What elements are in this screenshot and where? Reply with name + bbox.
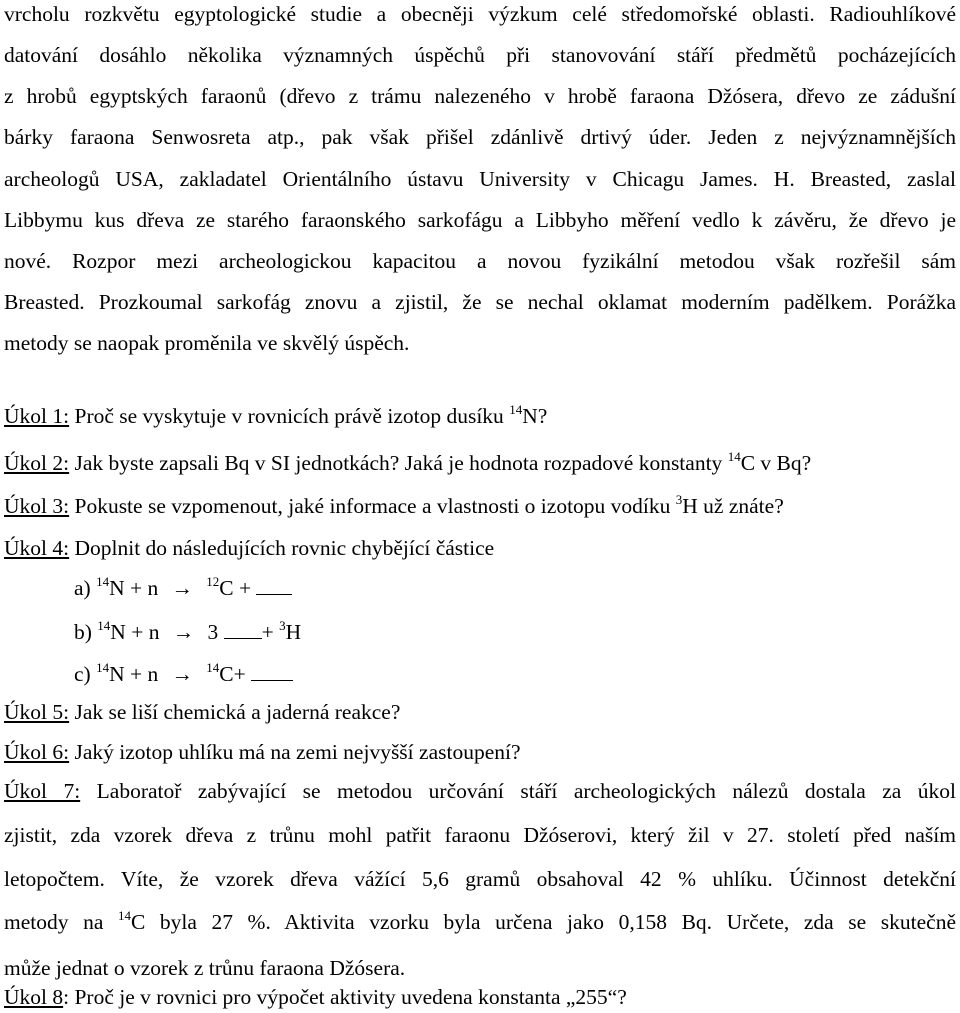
task-text: Jak byste zapsali Bq v SI jednotkách? Jaká je hodnota rozpadové konstanty — [69, 451, 728, 475]
superscript: 14 — [96, 660, 110, 675]
superscript: 14 — [727, 449, 741, 464]
superscript: 14 — [97, 618, 111, 633]
task-label: Úkol 2: — [4, 451, 70, 475]
intro-line: Breasted. Prozkoumal sarkofág znovu a zjistil, že se nechal oklamat moderním padělkem. Porážka — [4, 290, 956, 314]
task-text: C v Bq? — [740, 451, 812, 475]
task-7-line — [4, 770, 956, 814]
task-label: Úkol 6: — [4, 740, 70, 764]
task-text: H už znáte? — [682, 494, 784, 518]
task-4 — [4, 536, 494, 561]
equation-prefix: b) — [74, 620, 98, 644]
superscript: 14 — [117, 908, 131, 924]
task-text: Doplnit do následujících rovnic chybějící částice — [69, 536, 495, 560]
task-3 — [4, 494, 784, 519]
task-label: Úkol 1: — [4, 404, 70, 428]
task-text: : Proč je v rovnici pro výpočet aktivity uvedena konstanta „255“? — [63, 985, 627, 1009]
task-7-line: letopočtem. Víte, že vzorek dřeva vážící 5,6 gramů obsahoval 42 % uhlíku. Účinnost detekční — [4, 866, 956, 891]
task-text: Proč se vyskytuje v rovnicích právě izotop dusíku — [69, 404, 510, 428]
task-text: C byla 27 %. Aktivita vzorku byla určena jako 0,158 Bq. Určete, zda se skutečně — [130, 910, 956, 935]
intro-line: Libbymu kus dřeva ze starého faraonského sarkofágu a Libbyho měření vedlo k závěru, že dřevo je — [4, 208, 956, 232]
task-text: N? — [522, 404, 548, 428]
equation-text: N + n — [109, 662, 159, 686]
answer-blank — [256, 576, 292, 595]
task-7 — [4, 770, 956, 991]
task-text: Jaký izotop uhlíku má na zemi nejvyšší zastoupení? — [69, 740, 521, 764]
reaction-arrow-icon: → — [171, 576, 193, 600]
equation-prefix: c) — [74, 662, 97, 686]
task-text: Jak se liší chemická a jaderná reakce? — [69, 700, 401, 724]
equation-b — [74, 620, 301, 645]
equation-text: C+ — [219, 662, 252, 686]
task-7-line: může jednat o vzorek z trůnu faraona Džósera. — [4, 956, 406, 981]
intro-line: bárky faraona Senwosreta atp., pak však přišel zdánlivě drtivý úder. Jeden z nejvýznamnějších — [4, 125, 956, 149]
equation-text: + — [261, 620, 280, 644]
task-6 — [4, 740, 521, 765]
equation-text: 3 — [207, 620, 224, 644]
superscript: 14 — [96, 574, 110, 589]
task-text: Laboratoř zabývající se metodou určování stáří archeologických nálezů dostala za úkol — [80, 779, 956, 803]
task-2 — [4, 451, 811, 476]
intro-line: datování dosáhlo několika významných úspěchů při stanovování stáří předmětů pocházejících — [4, 43, 956, 67]
equation-text: N + n — [109, 576, 159, 600]
task-7-line — [4, 901, 956, 947]
equation-prefix: a) — [74, 576, 97, 600]
intro-line: archeologů USA, zakladatel Orientálního ústavu University v Chicagu James. H. Breasted, zaslal — [4, 167, 956, 191]
equation-a — [74, 576, 292, 601]
intro-line: vrcholu rozkvětu egyptologické studie a obecněji výzkum celé středomořské oblasti. Radiouhlíkové — [4, 2, 956, 26]
superscript: 14 — [206, 660, 220, 675]
task-label: Úkol 5: — [4, 700, 70, 724]
reaction-arrow-icon: → — [172, 620, 195, 644]
task-text: Pokuste se vzpomenout, jaké informace a vlastnosti o izotopu vodíku — [69, 494, 676, 518]
intro-line: z hrobů egyptských faraonů (dřevo z trámu nalezeného v hrobě faraona Džósera, dřevo ze zádušní — [4, 84, 956, 108]
superscript: 3 — [675, 492, 683, 507]
task-1 — [4, 404, 547, 429]
superscript: 3 — [279, 618, 286, 633]
reaction-arrow-icon: → — [171, 662, 193, 686]
task-label: Úkol 7: — [4, 779, 81, 803]
task-5 — [4, 700, 400, 725]
task-label: Úkol 3: — [4, 494, 70, 518]
answer-blank — [251, 662, 293, 681]
task-7-line: zjistit, zda vzorek dřeva z trůnu mohl patřit faraonu Džóserovi, který žil v 27. století před naším — [4, 822, 956, 847]
task-label: Úkol 4: — [4, 536, 70, 560]
task-8 — [4, 985, 627, 1010]
equation-text: C + — [219, 576, 257, 600]
superscript: 14 — [509, 402, 523, 417]
equation-text: N + n — [110, 620, 160, 644]
equation-c — [74, 662, 293, 687]
superscript: 12 — [206, 574, 220, 589]
task-text: metody na — [4, 910, 118, 935]
task-label: Úkol 8 — [4, 985, 64, 1009]
answer-blank — [224, 620, 262, 639]
intro-line: nové. Rozpor mezi archeologickou kapacitou a novou fyzikální metodou však rozřešil sám — [4, 249, 956, 273]
equation-text: H — [285, 620, 302, 644]
intro-line: metody se naopak proměnila ve skvělý úspěch. — [4, 331, 410, 355]
